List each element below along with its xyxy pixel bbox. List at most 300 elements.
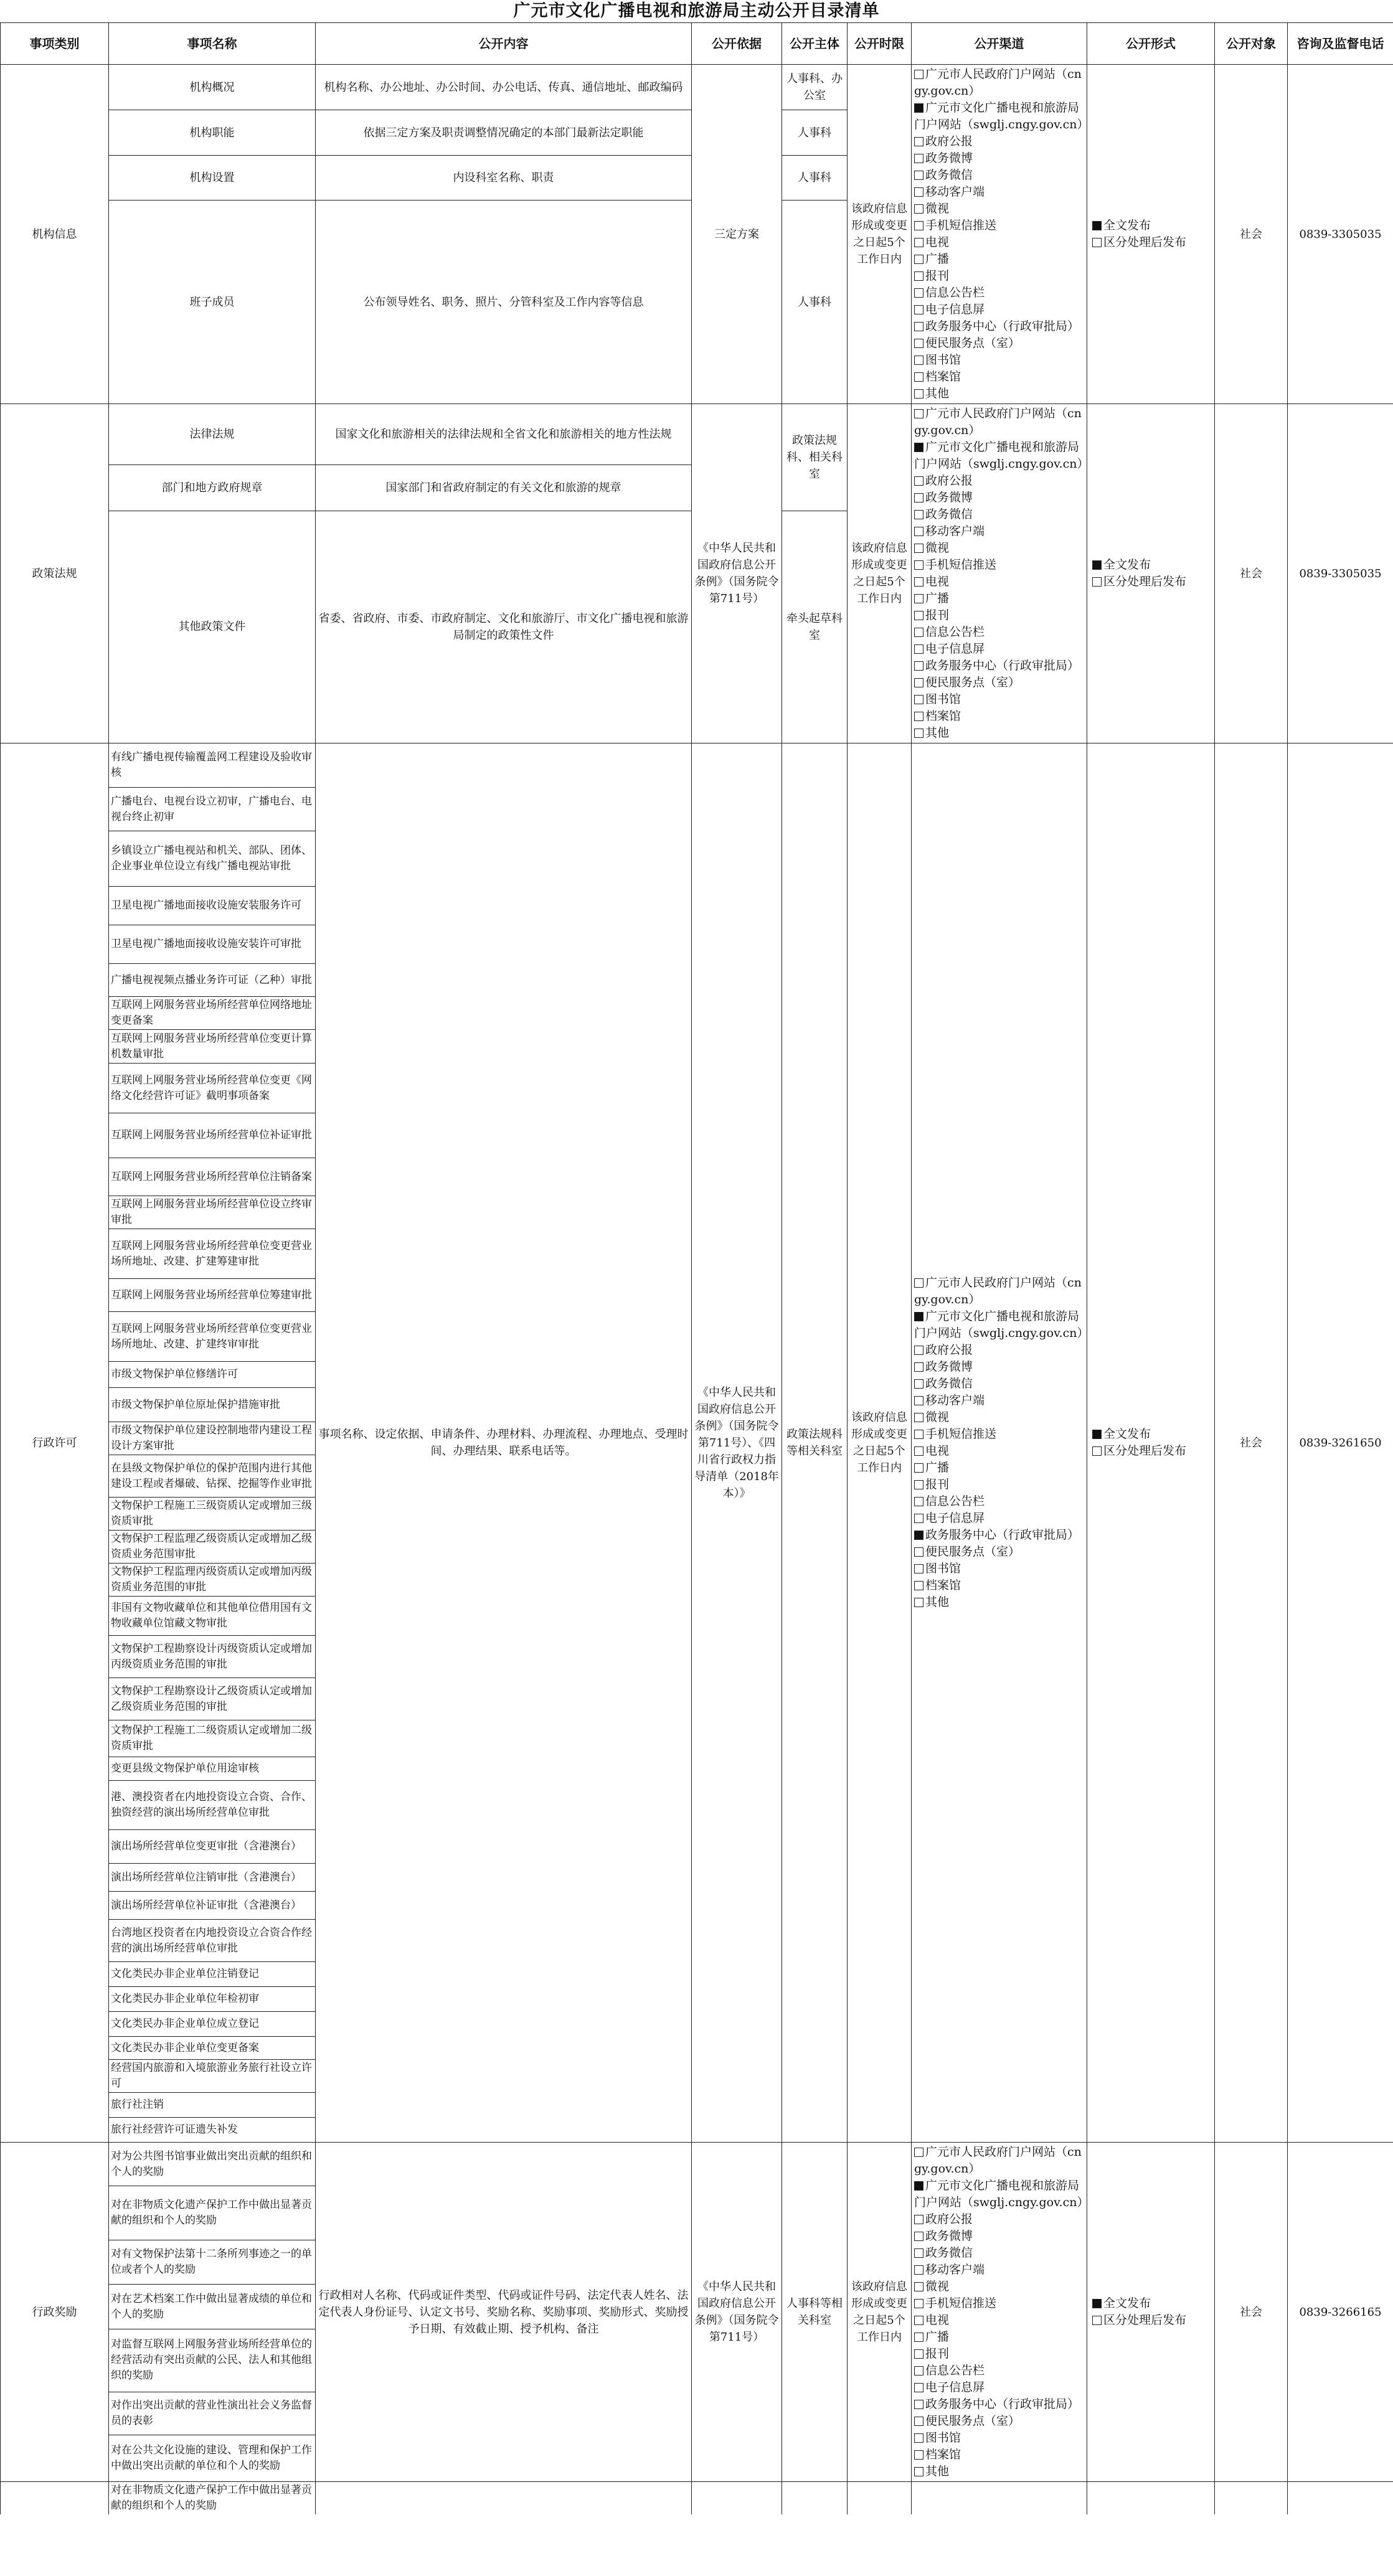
checked-box-icon <box>1092 2299 1102 2308</box>
unchecked-box-icon <box>914 1430 923 1439</box>
unchecked-box-icon <box>914 171 923 180</box>
channel-option: 政务微博 <box>914 1359 1023 1375</box>
checked-box-icon <box>1092 1430 1102 1439</box>
item-name: 文化类民办非企业单位注销登记 <box>109 1962 316 1987</box>
item-name: 在县级文物保护单位的保护范围内进行其他建设工程或者爆破、钻探、挖掘等作业审批 <box>109 1455 316 1498</box>
basis-cell: 《中华人民共和国政府信息公开条例》（国务院令第711号） <box>692 404 782 743</box>
timelimit-cell: 该政府信息形成或变更之日起5个工作日内 <box>848 2143 912 2482</box>
channel-line <box>914 624 1084 658</box>
empty-cell <box>912 2482 1087 2515</box>
category-cell: 行政许可 <box>1 743 109 2143</box>
item-name: 文物保护工程勘察设计乙级资质认定或增加乙级资质业务范围的审批 <box>109 1678 316 1720</box>
channel-cell <box>912 743 1087 2143</box>
form-partial: 区分处理后发布 <box>1092 1443 1212 1460</box>
item-name: 对在非物质文化遗产保护工作中做出显著贡献的组织和个人的奖励 <box>109 2186 316 2240</box>
subject-cell: 政策法规科等相关科室 <box>782 743 848 2143</box>
unchecked-box-icon <box>914 527 923 536</box>
item-name: 互联网上网服务营业场所经营单位变更营业场所地址、改建、扩建终审审批 <box>109 1312 316 1362</box>
channel-option: 档案馆 <box>914 708 1023 725</box>
channel-option: 图书馆 <box>914 2430 1023 2446</box>
unchecked-box-icon <box>914 204 923 214</box>
channel-option: 移动客户端 <box>914 2262 1023 2278</box>
form-partial: 区分处理后发布 <box>1092 2312 1212 2329</box>
channel-line <box>914 1560 1084 1594</box>
table-row <box>1 65 1393 110</box>
unchecked-box-icon <box>914 2333 923 2342</box>
channel-option: 微视 <box>914 1410 949 1424</box>
form-cell <box>1087 404 1215 743</box>
unchecked-box-icon <box>914 1564 923 1573</box>
item-name: 法律法规 <box>109 404 316 465</box>
unchecked-box-icon <box>914 305 923 314</box>
channel-option: 广元市文化广播电视和旅游局门户网站（swglj.cngy.gov.cn） <box>914 2179 1089 2209</box>
phone-cell: 0839-3261650 <box>1288 743 1393 2143</box>
channel-option: 政府公报 <box>914 1342 1023 1359</box>
unchecked-box-icon <box>914 2417 923 2426</box>
channel-option: 信息公告栏 <box>914 2362 1023 2379</box>
item-name: 部门和地方政府规章 <box>109 465 316 511</box>
item-name: 文化类民办非企业单位年检初审 <box>109 1987 316 2012</box>
unchecked-box-icon <box>914 1463 923 1473</box>
channel-cell <box>912 65 1087 404</box>
channel-line <box>914 285 1084 318</box>
channel-line <box>914 658 1084 674</box>
item-name: 互联网上网服务营业场所经营单位变更营业场所地址、改建、扩建筹建审批 <box>109 1229 316 1279</box>
channel-line <box>914 439 1089 473</box>
channel-line <box>914 2396 1084 2413</box>
form-full: 全文发布 <box>1092 217 1212 234</box>
subject-cell: 政策法规科、相关科室 <box>782 404 848 511</box>
table-row <box>1 743 1393 788</box>
unchecked-box-icon <box>914 154 923 163</box>
checked-box-icon <box>1092 560 1102 570</box>
channel-option: 报刊 <box>914 2346 1023 2362</box>
channel-option: 电子信息屏 <box>914 1510 1023 1527</box>
channel-option: 广播 <box>914 590 1023 607</box>
phone-cell: 0839-3305035 <box>1288 65 1393 404</box>
channel-option: 移动客户端 <box>914 1392 1023 1409</box>
item-content: 国家部门和省政府制定的有关文化和旅游的规章 <box>316 465 692 511</box>
channel-line <box>914 335 1084 352</box>
checked-box-icon <box>1092 221 1102 230</box>
empty-cell <box>1215 2482 1288 2515</box>
item-name: 对在艺术档案工作中做出显著成绩的单位和个人的奖励 <box>109 2285 316 2329</box>
channel-cell <box>912 2143 1087 2482</box>
item-name: 乡镇设立广播电视站和机关、部队、团体、企业事业单位设立有线广播电视站审批 <box>109 831 316 887</box>
channel-option: 报刊 <box>914 268 1023 285</box>
col-content: 公开内容 <box>316 23 692 65</box>
channel-option: 政务微信 <box>914 2245 1023 2262</box>
basis-cell: 《中华人民共和国政府信息公开条例》（国务院令第711号） <box>692 2143 782 2482</box>
channel-option: 广元市人民政府门户网站（cngy.gov.cn） <box>914 1276 1082 1306</box>
item-name: 对在公共文化设施的建设、管理和保护工作中做出突出贡献的单位和个人的奖励 <box>109 2435 316 2481</box>
category-cell: 行政奖励 <box>1 2143 109 2482</box>
unchecked-box-icon <box>914 2282 923 2291</box>
channel-line <box>914 2295 1084 2329</box>
unchecked-box-icon <box>914 712 923 721</box>
channel-option: 其他 <box>914 387 949 400</box>
item-name: 互联网上网服务营业场所经营单位注销备案 <box>109 1158 316 1196</box>
checked-box-icon <box>914 443 923 452</box>
item-name: 文物保护工程监理乙级资质认定或增加乙级资质业务范围审批 <box>109 1531 316 1564</box>
channel-option: 政务服务中心（行政审批局） <box>914 2397 1079 2411</box>
channel-line <box>914 2211 1084 2245</box>
channel-option: 政务微信 <box>914 167 1023 184</box>
unchecked-box-icon <box>914 2316 923 2325</box>
channel-option: 广元市人民政府门户网站（cngy.gov.cn） <box>914 2145 1082 2176</box>
unchecked-box-icon <box>914 322 923 331</box>
unchecked-box-icon <box>914 137 923 146</box>
item-name: 演出场所经营单位注销审批（含港澳台） <box>109 1864 316 1892</box>
unchecked-box-icon <box>914 729 923 738</box>
subject-cell: 牵头起草科室 <box>782 511 848 743</box>
unchecked-box-icon <box>914 2383 923 2392</box>
item-name: 市级文物保护单位修缮许可 <box>109 1362 316 1388</box>
channel-option: 其他 <box>914 2465 949 2478</box>
channel-line <box>914 167 1084 201</box>
unchecked-box-icon <box>914 1446 923 1456</box>
channel-option: 广元市人民政府门户网站（cngy.gov.cn） <box>914 67 1082 98</box>
unchecked-box-icon <box>914 221 923 230</box>
channel-line <box>914 405 1084 439</box>
form-cell <box>1087 2143 1215 2482</box>
channel-line <box>914 1527 1084 1544</box>
unchecked-box-icon <box>914 678 923 687</box>
item-name: 经营国内旅游和入境旅游业务旅行社设立许可 <box>109 2060 316 2093</box>
unchecked-box-icon <box>914 2433 923 2443</box>
item-content: 国家文化和旅游相关的法律法规和全省文化和旅游相关的地方性法规 <box>316 404 692 465</box>
empty-cell <box>692 2482 782 2515</box>
basis-cell: 《中华人民共和国政府信息公开条例》（国务院令第711号）、《四川省行政权力指导清单（2018年本）》 <box>692 743 782 2143</box>
basis-cell: 三定方案 <box>692 65 782 404</box>
channel-option: 其他 <box>914 726 949 740</box>
channel-option: 政务微信 <box>914 1375 1023 1392</box>
unchecked-box-icon <box>914 2215 923 2224</box>
object-cell: 社会 <box>1215 404 1288 743</box>
item-name: 文化类民办非企业单位变更备案 <box>109 2037 316 2060</box>
channel-option: 政府公报 <box>914 133 1023 150</box>
item-content: 事项名称、设定依据、申请条件、办理材料、办理流程、办理地点、受理时间、办理结果、联系电话等。 <box>316 743 692 2143</box>
unchecked-box-icon <box>914 628 923 637</box>
item-name: 市级文物保护单位建设控制地带内建设工程设计方案审批 <box>109 1422 316 1455</box>
item-name: 旅行社经营许可证遗失补发 <box>109 2118 316 2143</box>
header-row <box>1 23 1393 65</box>
item-name: 互联网上网服务营业场所经营单位网络地址变更备案 <box>109 997 316 1030</box>
col-object: 公开对象 <box>1215 23 1288 65</box>
form-full: 全文发布 <box>1092 557 1212 573</box>
unchecked-box-icon <box>914 1362 923 1372</box>
award-section <box>1 2143 1393 2515</box>
unchecked-box-icon <box>914 1497 923 1506</box>
checked-box-icon <box>914 1312 923 1321</box>
channel-option: 手机短信推送 <box>914 2295 1023 2312</box>
channel-line <box>914 2463 1084 2480</box>
channel-line <box>914 217 1084 251</box>
col-form: 公开形式 <box>1087 23 1215 65</box>
license-section <box>1 743 1393 2143</box>
unchecked-box-icon <box>914 493 923 502</box>
channel-option: 移动客户端 <box>914 184 1023 201</box>
unchecked-box-icon <box>914 2148 923 2157</box>
category-cell <box>1 2482 109 2515</box>
col-name: 事项名称 <box>109 23 316 65</box>
timelimit-cell: 该政府信息形成或变更之日起5个工作日内 <box>848 65 912 404</box>
unchecked-box-icon <box>1092 238 1102 247</box>
item-name: 互联网上网服务营业场所经营单位变更《网络文化经营许可证》截明事项备案 <box>109 1064 316 1113</box>
unchecked-box-icon <box>914 476 923 486</box>
channel-line <box>914 506 1084 540</box>
channel-option: 手机短信推送 <box>914 1426 1023 1443</box>
channel-option: 政务微信 <box>914 506 1023 523</box>
channel-line <box>914 2144 1084 2177</box>
item-content: 内设科室名称、职责 <box>316 155 692 200</box>
channel-line <box>914 352 1084 385</box>
phone-cell: 0839-3305035 <box>1288 404 1393 743</box>
item-name: 卫星电视广播地面接收设施安装服务许可 <box>109 887 316 925</box>
channel-line <box>914 2413 1084 2430</box>
empty-cell <box>1087 2482 1215 2515</box>
channel-line <box>914 133 1084 167</box>
unchecked-box-icon <box>914 2400 923 2409</box>
col-category: 事项类别 <box>1 23 109 65</box>
unchecked-box-icon <box>914 1278 923 1288</box>
item-name: 班子成员 <box>109 201 316 404</box>
form-partial: 区分处理后发布 <box>1092 234 1212 251</box>
channel-line <box>914 2177 1089 2211</box>
channel-option: 微视 <box>914 2280 949 2293</box>
unchecked-box-icon <box>914 1379 923 1389</box>
channel-line <box>914 66 1084 100</box>
channel-line <box>914 557 1084 590</box>
unchecked-box-icon <box>914 611 923 620</box>
form-full: 全文发布 <box>1092 1426 1212 1443</box>
empty-cell <box>316 2482 692 2515</box>
unchecked-box-icon <box>914 1547 923 1557</box>
item-name: 文物保护工程施工三级资质认定或增加三级资质审批 <box>109 1498 316 1531</box>
col-timelimit: 公开时限 <box>848 23 912 65</box>
channel-option: 移动客户端 <box>914 523 1023 540</box>
channel-option: 报刊 <box>914 1476 1023 1493</box>
channel-line <box>914 1275 1084 1308</box>
channel-option: 手机短信推送 <box>914 557 1023 573</box>
channel-option: 信息公告栏 <box>914 624 1023 641</box>
unchecked-box-icon <box>914 389 923 399</box>
unchecked-box-icon <box>914 2366 923 2375</box>
col-subject: 公开主体 <box>782 23 848 65</box>
unchecked-box-icon <box>914 70 923 79</box>
channel-option: 图书馆 <box>914 691 1023 708</box>
channel-line <box>914 540 1084 557</box>
channel-option: 广元市人民政府门户网站（cngy.gov.cn） <box>914 407 1082 437</box>
channel-option: 便民服务点（室） <box>914 1545 1020 1559</box>
unchecked-box-icon <box>914 1598 923 1607</box>
channel-option: 便民服务点（室） <box>914 336 1020 350</box>
channel-line <box>914 691 1084 725</box>
channel-option: 政务微博 <box>914 150 1023 167</box>
form-partial: 区分处理后发布 <box>1092 573 1212 590</box>
item-name: 市级文物保护单位原址保护措施审批 <box>109 1388 316 1422</box>
item-name: 台湾地区投资者在内地投资设立合资合作经营的演出场所经营单位审批 <box>109 1920 316 1962</box>
channel-line <box>914 2329 1084 2362</box>
item-name: 非国有文物收藏单位和其他单位借用国有文物收藏单位馆藏文物审批 <box>109 1597 316 1636</box>
channel-option: 政府公报 <box>914 2211 1023 2228</box>
channel-option: 广元市文化广播电视和旅游局门户网站（swglj.cngy.gov.cn） <box>914 440 1089 471</box>
channel-option: 电视 <box>914 234 1023 251</box>
item-content: 省委、省政府、市委、市政府制定、文化和旅游厅、市文化广播电视和旅游局制定的政策性文件 <box>316 511 692 743</box>
channel-option: 广元市文化广播电视和旅游局门户网站（swglj.cngy.gov.cn） <box>914 101 1089 131</box>
channel-line <box>914 1594 1084 1611</box>
item-name: 演出场所经营单位补证审批（含港澳台） <box>109 1892 316 1920</box>
channel-line <box>914 1375 1084 1409</box>
channel-option: 信息公告栏 <box>914 285 1023 301</box>
channel-line <box>914 1544 1084 1560</box>
channel-line <box>914 725 1084 742</box>
form-cell <box>1087 743 1215 2143</box>
item-content: 机构名称、办公地址、办公时间、办公电话、传真、通信地址、邮政编码 <box>316 65 692 110</box>
object-cell: 社会 <box>1215 65 1288 404</box>
unchecked-box-icon <box>914 271 923 281</box>
channel-option: 电视 <box>914 2312 1023 2329</box>
channel-option: 广元市文化广播电视和旅游局门户网站（swglj.cngy.gov.cn） <box>914 1309 1089 1340</box>
item-name: 机构职能 <box>109 110 316 155</box>
unchecked-box-icon <box>914 187 923 197</box>
unchecked-box-icon <box>914 255 923 264</box>
item-name: 互联网上网服务营业场所经营单位补证审批 <box>109 1113 316 1158</box>
checked-box-icon <box>914 2181 923 2191</box>
item-name: 演出场所经营单位变更审批（含港澳台） <box>109 1830 316 1864</box>
channel-option: 政府公报 <box>914 473 1023 489</box>
channel-option: 广播 <box>914 2329 1023 2346</box>
subject-cell: 人事科等相关科室 <box>782 2143 848 2482</box>
channel-line <box>914 318 1084 335</box>
empty-cell <box>848 2482 912 2515</box>
item-name: 对为公共图书馆事业做出突出贡献的组织和个人的奖励 <box>109 2143 316 2186</box>
unchecked-box-icon <box>914 644 923 654</box>
unchecked-box-icon <box>914 1514 923 1523</box>
item-name: 卫星电视广播地面接收设施安装许可审批 <box>109 925 316 964</box>
channel-option: 便民服务点（室） <box>914 676 1020 689</box>
channel-line <box>914 674 1084 691</box>
item-name: 其他政策文件 <box>109 511 316 743</box>
channel-option: 电视 <box>914 1443 1023 1460</box>
subject-cell: 人事科 <box>782 155 848 200</box>
item-content: 公布领导姓名、职务、照片、分管科室及工作内容等信息 <box>316 201 692 404</box>
unchecked-box-icon <box>914 1480 923 1489</box>
item-name: 互联网上网服务营业场所经营单位筹建审批 <box>109 1279 316 1312</box>
phone-cell: 0839-3266165 <box>1288 2143 1393 2482</box>
empty-cell <box>1288 2482 1393 2515</box>
item-name: 旅行社注销 <box>109 2093 316 2118</box>
channel-option: 档案馆 <box>914 369 1023 385</box>
category-cell: 政策法规 <box>1 404 109 743</box>
channel-line <box>914 1409 1084 1426</box>
channel-line <box>914 590 1084 624</box>
unchecked-box-icon <box>914 594 923 603</box>
unchecked-box-icon <box>914 544 923 553</box>
item-content: 依据三定方案及职责调整情况确定的本部门最新法定职能 <box>316 110 692 155</box>
unchecked-box-icon <box>914 510 923 519</box>
channel-option: 图书馆 <box>914 352 1023 369</box>
channel-line <box>914 473 1084 506</box>
unchecked-box-icon <box>914 2349 923 2359</box>
unchecked-box-icon <box>914 2232 923 2241</box>
item-name: 文化类民办非企业单位成立登记 <box>109 2012 316 2037</box>
channel-line <box>914 1493 1084 1527</box>
unchecked-box-icon <box>914 695 923 704</box>
item-name: 广播电视视频点播业务许可证（乙种）审批 <box>109 964 316 997</box>
unchecked-box-icon <box>1092 577 1102 587</box>
object-cell: 社会 <box>1215 2143 1288 2482</box>
unchecked-box-icon <box>914 2450 923 2460</box>
channel-option: 其他 <box>914 1595 949 1609</box>
table-row <box>1 2143 1393 2186</box>
channel-option: 便民服务点（室） <box>914 2414 1020 2428</box>
channel-line <box>914 1308 1089 1342</box>
table-row <box>1 2482 1393 2515</box>
unchecked-box-icon <box>914 238 923 247</box>
channel-option: 政务服务中心（行政审批局） <box>914 659 1079 672</box>
unchecked-box-icon <box>914 372 923 382</box>
unchecked-box-icon <box>914 560 923 570</box>
item-name: 对在非物质文化遗产保护工作中做出显著贡献的组织和个人的奖励 <box>109 2482 316 2515</box>
unchecked-box-icon <box>1092 1446 1102 1456</box>
channel-line <box>914 1426 1084 1460</box>
category-cell: 机构信息 <box>1 65 109 404</box>
channel-line <box>914 100 1089 133</box>
unchecked-box-icon <box>914 288 923 298</box>
channel-line <box>914 2245 1084 2278</box>
unchecked-box-icon <box>914 356 923 365</box>
channel-line <box>914 2278 1084 2295</box>
item-name: 港、澳投资者在内地投资设立合资、合作、独资经营的演出场所经营单位审批 <box>109 1781 316 1830</box>
unchecked-box-icon <box>914 2299 923 2308</box>
channel-option: 微视 <box>914 541 949 555</box>
checked-box-icon <box>914 103 923 113</box>
item-name: 变更县级文物保护单位用途审核 <box>109 1757 316 1781</box>
channel-option: 广播 <box>914 1460 1023 1476</box>
unchecked-box-icon <box>914 409 923 418</box>
channel-option: 图书馆 <box>914 1560 1023 1577</box>
channel-option: 电子信息屏 <box>914 641 1023 658</box>
channel-option: 手机短信推送 <box>914 217 1023 234</box>
item-content: 行政相对人名称、代码或证件类型、代码或证件号码、法定代表人姓名、法定代表人身份证号、认定文书号、奖励名称、奖励事项、奖励形式、奖励授予日期、有效截止期、授予机构、备注 <box>316 2143 692 2482</box>
table-row <box>1 404 1393 465</box>
item-name: 机构设置 <box>109 155 316 200</box>
channel-line <box>914 1342 1084 1375</box>
channel-option: 政务微博 <box>914 2228 1023 2245</box>
channel-line <box>914 251 1084 285</box>
col-channel: 公开渠道 <box>912 23 1087 65</box>
channel-option: 档案馆 <box>914 1577 1023 1594</box>
object-cell: 社会 <box>1215 743 1288 2143</box>
item-name: 互联网上网服务营业场所经营单位设立终审审批 <box>109 1196 316 1229</box>
unchecked-box-icon <box>914 661 923 671</box>
unchecked-box-icon <box>914 2248 923 2258</box>
channel-line <box>914 385 1084 402</box>
channel-option: 广播 <box>914 251 1023 268</box>
channel-option: 电子信息屏 <box>914 2379 1023 2396</box>
channel-option: 政务服务中心（行政审批局） <box>914 1528 1079 1542</box>
unchecked-box-icon <box>914 1413 923 1422</box>
channel-line <box>914 2362 1084 2396</box>
form-cell <box>1087 65 1215 404</box>
page-title: 广元市文化广播电视和旅游局主动公开目录清单 <box>513 1 880 21</box>
item-name: 文物保护工程勘察设计丙级资质认定或增加丙级资质业务范围的审批 <box>109 1636 316 1678</box>
subject-cell: 人事科 <box>782 110 848 155</box>
unchecked-box-icon <box>914 1581 923 1590</box>
item-name: 有线广播电视传输覆盖网工程建设及验收审核 <box>109 743 316 788</box>
subject-cell: 人事科、办公室 <box>782 65 848 110</box>
